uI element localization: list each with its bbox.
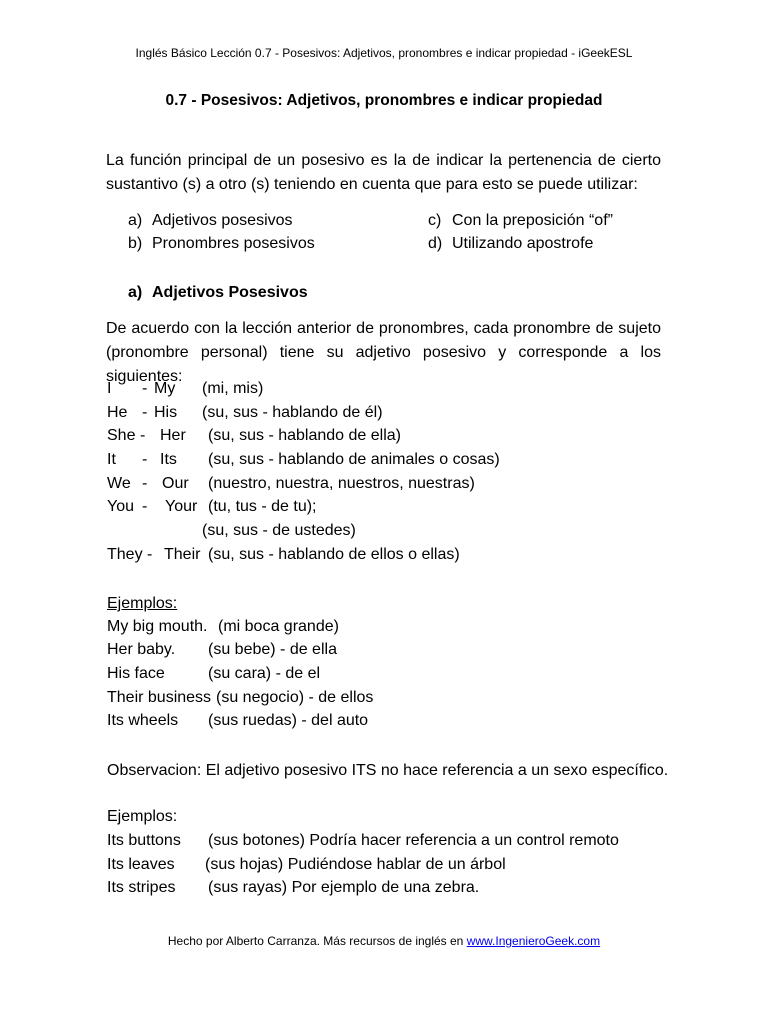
- example-english: Its buttons: [107, 832, 181, 849]
- pronoun-possessive: Its: [160, 451, 177, 468]
- option-text: Pronombres posesivos: [152, 235, 315, 252]
- example-english: Its stripes: [107, 879, 176, 896]
- footer-link[interactable]: www.IngenieroGeek.com: [466, 934, 601, 948]
- section-intro-paragraph: De acuerdo con la lección anterior de pronombres, cada pronombre de sujeto (pronombre personal) tiene su adjetivo posesivo y corresponde a los siguientes:: [106, 320, 661, 385]
- example-spanish: (su negocio) - de ellos: [216, 689, 374, 706]
- intro-paragraph: La función principal de un posesivo es la de indicar la pertenencia de cierto sustantivo (s) a otro (s) teniendo en cuenta que para esto se puede utilizar:: [106, 152, 661, 193]
- pronoun-dash: -: [147, 546, 153, 563]
- pronoun-meaning: (su, sus - hablando de ellos o ellas): [208, 546, 460, 563]
- example-spanish: (sus ruedas) - del auto: [208, 712, 369, 729]
- pronoun-meaning: (su, sus - hablando de él): [202, 404, 383, 421]
- pronoun-meaning: (tu, tus - de tu);: [208, 498, 317, 515]
- pronoun-subject: He: [107, 404, 128, 421]
- pronoun-row: [107, 401, 383, 424]
- pronoun-subject: I: [107, 380, 112, 397]
- section-letter: a): [128, 284, 143, 301]
- pronoun-row: [107, 472, 475, 495]
- examples-label: Ejemplos:: [107, 808, 178, 825]
- example-spanish: (sus botones) Podría hacer referencia a un control remoto: [208, 832, 619, 849]
- option-text: Con la preposición “of”: [452, 212, 613, 229]
- pronoun-subject: They: [107, 546, 143, 563]
- example-row: [107, 686, 374, 709]
- pronoun-meaning: (su, sus - de ustedes): [202, 522, 356, 539]
- example-spanish: (sus hojas) Pudiéndose hablar de un árbol: [205, 856, 506, 873]
- example-spanish: (su bebe) - de ella: [208, 641, 337, 658]
- pronoun-dash: -: [142, 380, 148, 397]
- example-spanish: (sus rayas) Por ejemplo de una zebra.: [208, 879, 480, 896]
- example-spanish: (su cara) - de el: [208, 665, 321, 682]
- pronoun-row: [107, 424, 401, 447]
- example-english: Their business: [107, 689, 212, 706]
- page-footer: [0, 934, 768, 948]
- option-b: [128, 232, 315, 255]
- footer-text: Hecho por Alberto Carranza. Más recursos de inglés en: [167, 934, 464, 948]
- pronoun-dash: -: [142, 451, 148, 468]
- example-english: His face: [107, 665, 165, 682]
- pronoun-subject: It: [107, 451, 116, 468]
- pronoun-subject: We: [107, 475, 131, 492]
- example-row: [107, 709, 369, 732]
- example-english: Its wheels: [107, 712, 179, 729]
- pronoun-row: [107, 543, 460, 566]
- pronoun-row: [107, 377, 264, 400]
- section-heading-text: Adjetivos Posesivos: [152, 284, 308, 301]
- example-english: Its leaves: [107, 856, 175, 873]
- pronoun-meaning: (mi, mis): [202, 380, 264, 397]
- pronoun-subject: She: [107, 427, 136, 444]
- pronoun-possessive: Her: [160, 427, 186, 444]
- section-a-heading: [128, 281, 308, 304]
- pronoun-row: [107, 495, 317, 518]
- pronoun-meaning: (nuestro, nuestra, nuestros, nuestras): [208, 475, 475, 492]
- pronoun-meaning: (su, sus - hablando de ella): [208, 427, 401, 444]
- example-english: My big mouth.: [107, 618, 208, 635]
- pronoun-dash: -: [140, 427, 146, 444]
- pronoun-dash: -: [142, 475, 148, 492]
- option-letter: b): [128, 235, 143, 252]
- option-text: Adjetivos posesivos: [152, 212, 293, 229]
- example-row: [107, 615, 339, 638]
- example-row: [107, 829, 619, 852]
- option-d: [428, 232, 594, 255]
- pronoun-meaning: (su, sus - hablando de animales o cosas): [208, 451, 500, 468]
- pronoun-possessive: My: [154, 380, 176, 397]
- pronoun-possessive: Their: [164, 546, 201, 563]
- option-letter: d): [428, 235, 443, 252]
- pronoun-possessive: Our: [162, 475, 189, 492]
- page-header: Inglés Básico Lección 0.7 - Posesivos: Adjetivos, pronombres e indicar propiedad - iGeekESL: [135, 46, 633, 60]
- pronoun-row: [107, 448, 500, 471]
- example-spanish: (mi boca grande): [218, 618, 339, 635]
- example-row: [107, 638, 337, 661]
- option-letter: a): [128, 212, 143, 229]
- observation-text: Observacion: El adjetivo posesivo ITS no hace referencia a un sexo específico.: [107, 762, 669, 779]
- example-row: [107, 876, 480, 899]
- pronoun-possessive: His: [154, 404, 178, 421]
- option-letter: c): [428, 212, 442, 229]
- option-c: [428, 209, 613, 232]
- example-row: [107, 662, 321, 685]
- example-row: [107, 853, 506, 876]
- pronoun-subject: You: [107, 498, 134, 515]
- examples-label: Ejemplos:: [107, 595, 178, 612]
- page-title: 0.7 - Posesivos: Adjetivos, pronombres e indicar propiedad: [165, 92, 603, 109]
- pronoun-dash: -: [142, 498, 148, 515]
- example-english: Her baby.: [107, 641, 176, 658]
- pronoun-dash: -: [142, 404, 148, 421]
- pronoun-possessive: Your: [165, 498, 198, 515]
- option-text: Utilizando apostrofe: [452, 235, 594, 252]
- option-a: [128, 209, 293, 232]
